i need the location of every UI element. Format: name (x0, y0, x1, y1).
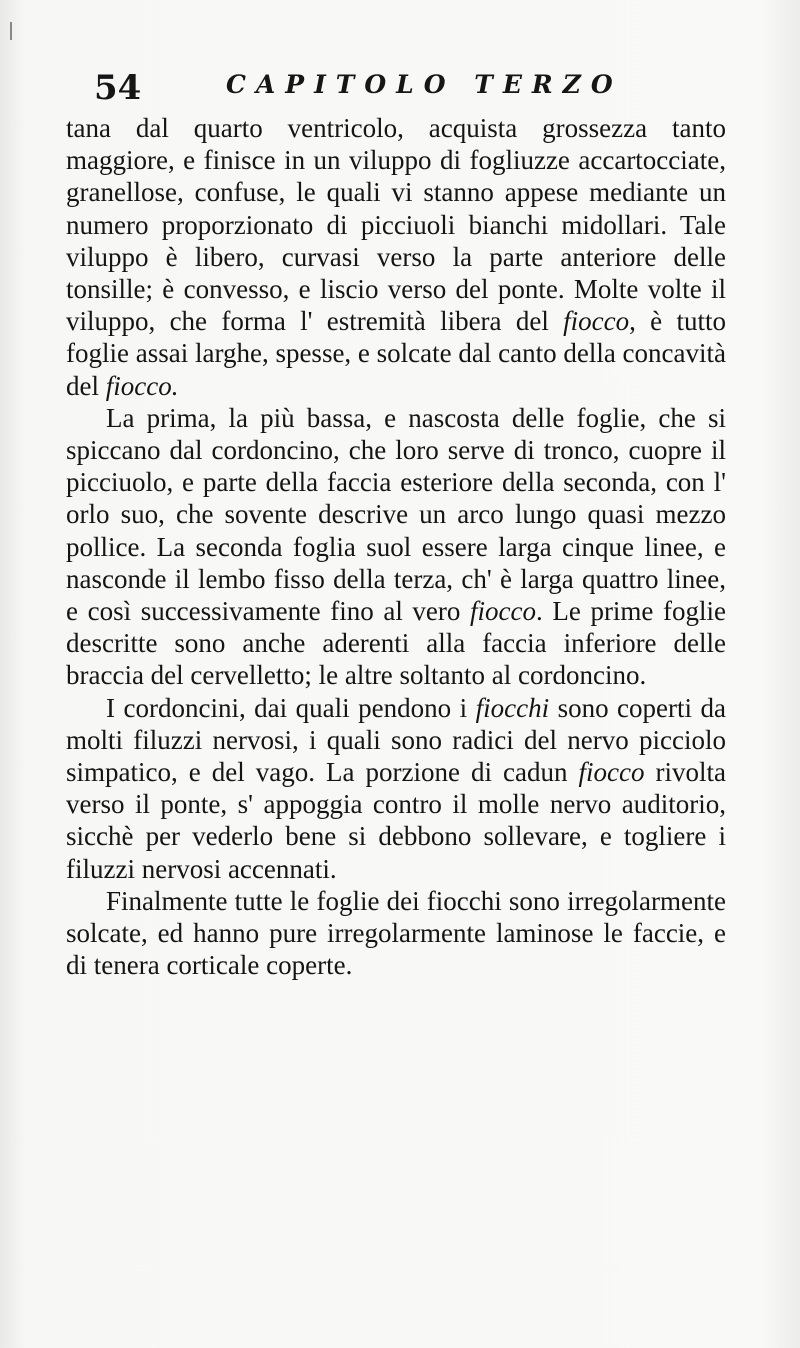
text-run: La prima, la più bassa, e nascosta delle foglie, che si spiccano dal cordoncino, che loro serve di tronco, cuopre il picciuolo, e parte della faccia esteriore della seconda, con l' orlo suo, che sovente descrive un arco lungo quasi mezzo pollice. La seconda foglia suol essere larga cinque linee, e nasconde il lembo fisso della terza, ch' è larga quattro linee, e così successivamente fino al vero (66, 402, 726, 627)
text-run: , è tutto foglie assai larghe, spesse, e solcate dal canto della concavità del (66, 306, 726, 401)
text-run: Finalmente tutte le foglie dei fiocchi sono irregolarmente solcate, ed hanno pure irregolarmente laminose le faccie, e di tenera corticale coperte. (66, 885, 726, 981)
running-head: CAPITOLO TERZO (226, 70, 623, 99)
text-run: sono coperti da molti filuzzi nervosi, i quali sono radici del nervo picciolo simpatico, e del vago. La porzione di cadun (66, 692, 726, 788)
italic-term: fiocco (470, 596, 536, 627)
italic-term: fiocco. (105, 370, 179, 401)
italic-term: fiocchi (475, 692, 550, 723)
text-run: . Le prime foglie descritte sono anche aderenti alla faccia inferiore delle braccia del cervelletto; le altre soltanto al cordoncino. (66, 596, 727, 691)
paragraph (66, 112, 726, 402)
text-run: I cordoncini, dai quali pendono i (106, 692, 476, 723)
paragraph (66, 692, 726, 885)
body-text (66, 112, 726, 981)
binding-mark (10, 22, 12, 40)
paragraph (66, 885, 726, 982)
text-run: tana dal quarto ventricolo, acquista grossezza tanto maggiore, e finisce in un viluppo di fogliuzze accartocciate, granellose, confuse, le quali vi stanno appese mediante un numero proporzionato di picciuoli bianchi midollari. Tale viluppo è libero, curvasi verso la parte anteriore delle tonsille; è convesso, e liscio verso del ponte. Molte volte il viluppo, che forma l' estremità libera del (66, 113, 726, 337)
page-number: 54 (94, 68, 142, 108)
paragraph (66, 402, 726, 692)
page-header (94, 64, 694, 114)
italic-term: fiocco (563, 306, 630, 337)
italic-term: fiocco (578, 757, 645, 788)
text-run: rivolta verso il ponte, s' appoggia contro il molle nervo auditorio, sicchè per vederlo bene si debbono sollevare, e togliere i filuzzi nervosi accennati. (66, 757, 727, 884)
